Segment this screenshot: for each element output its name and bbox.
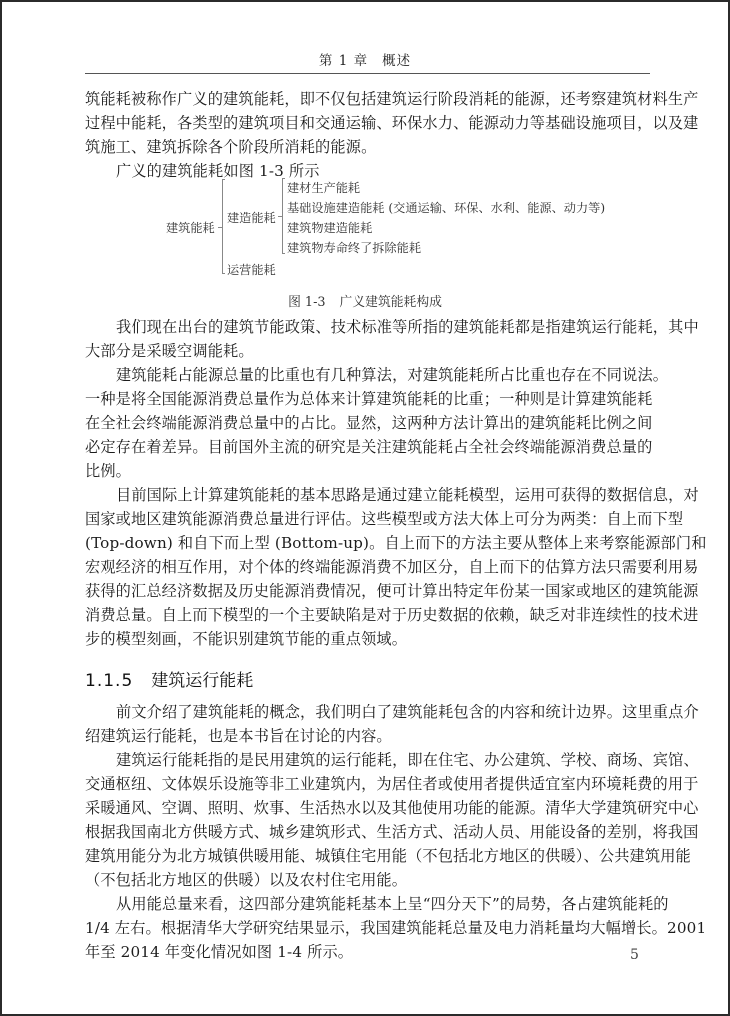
brace-root	[222, 179, 223, 274]
caption-text: 广义建筑能耗构成	[339, 295, 442, 310]
tree-branch-label: 建造能耗	[227, 211, 276, 225]
paragraph-line: (Top-down) 和自下而上型 (Bottom-up)。自上而下的方法主要从整体上来考察能源部门和	[85, 534, 707, 552]
tree-leaf-label: 建筑物寿命终了拆除能耗	[287, 241, 422, 255]
tree-leaf-label: 建筑物建造能耗	[287, 221, 373, 235]
tree-branch-label: 运营能耗	[227, 263, 276, 277]
paragraph-line: 绍建筑运行能耗，也是本书旨在讨论的内容。	[85, 727, 392, 745]
paragraph-line: 比例。	[85, 462, 132, 480]
paragraph-line: 建筑用能分为北方城镇供暖用能、城镇住宅用能（不包括北方地区的供暖）、公共建筑用能	[85, 847, 691, 865]
brace-root-tip	[218, 227, 222, 228]
brace-construction-tip	[278, 216, 282, 217]
paragraph-line: 交通枢纽、文体娱乐设施等非工业建筑内，为居住者或使用者提供适宜室内环境耗费的用于	[85, 775, 699, 793]
paragraph-line: 从用能总量来看，这四部分建筑能耗基本上呈“四分天下”的局势，各占建筑能耗的	[116, 895, 669, 913]
section-number: 1.1.5	[85, 671, 134, 691]
section-heading	[85, 666, 253, 691]
page-number: 5	[630, 947, 639, 963]
paragraph-line: 广义的建筑能耗如图 1-3 所示	[116, 162, 320, 180]
section-title: 建筑运行能耗	[151, 671, 254, 691]
paragraph-line: 筑施工、建筑拆除各个阶段所消耗的能源。	[85, 138, 377, 156]
paragraph-line: 采暖通风、空调、照明、炊事、生活热水以及其他使用功能的能源。清华大学建筑研究中心	[85, 799, 699, 817]
paragraph-line: 必定存在着差异。目前国外主流的研究是关注建筑能耗占全社会终端能源消费总量的	[85, 438, 653, 456]
paragraph-line: 前文介绍了建筑能耗的概念，我们明白了建筑能耗包含的内容和统计边界。这里重点介	[116, 703, 699, 721]
chapter-number: 第 1 章	[318, 53, 369, 69]
paragraph-line: 过程中能耗，各类型的建筑项目和交通运输、环保水力、能源动力等基础设施项目，以及建	[85, 114, 699, 132]
paragraph-line: 根据我国南北方供暖方式、城乡建筑形式、生活方式、活动人员、用能设备的差别，将我国	[85, 823, 699, 841]
tree-leaf-label: 建材生产能耗	[287, 181, 361, 195]
tree-root-label: 建筑能耗	[166, 221, 215, 235]
paragraph-line: 我们现在出台的建筑节能政策、技术标准等所指的建筑能耗都是指建筑运行能耗，其中	[116, 318, 699, 336]
caption-number: 图 1-3	[288, 295, 326, 310]
figure-caption	[2, 291, 728, 310]
paragraph-line: 步的模型刻画，不能识别建筑节能的重点领域。	[85, 630, 408, 648]
paragraph-line: 获得的汇总经济数据及历史能源消费情况，便可计算出特定年份某一国家或地区的建筑能源	[85, 582, 699, 600]
paragraph-line: 宏观经济的相互作用，对个体的终端能源消费不加区分，自上而下的估算方法只需要利用易	[85, 558, 699, 576]
paragraph-line: 1/4 左右。根据清华大学研究结果显示，我国建筑能耗总量及电力消耗量均大幅增长。2001	[85, 919, 707, 937]
paragraph-line: 一种是将全国能源消费总量作为总体来计算建筑能耗的比重；一种则是计算建筑能耗	[85, 390, 653, 408]
tree-leaf-label: 基础设施建造能耗 (交通运输、环保、水利、能源、动力等)	[287, 201, 606, 215]
chapter-title: 概述	[382, 53, 412, 69]
paragraph-line: 筑能耗被称作广义的建筑能耗，即不仅包括建筑运行阶段消耗的能源，还考察建筑材料生产	[85, 90, 699, 108]
paragraph-line: 国家或地区建筑能源消费总量进行评估。这些模型或方法大体上可分为两类：自上而下型	[85, 510, 684, 528]
running-head	[2, 49, 728, 69]
paragraph-line: 年至 2014 年变化情况如图 1-4 所示。	[85, 943, 354, 961]
paragraph-line: 大部分是采暖空调能耗。	[85, 342, 254, 360]
paragraph-line: 建筑能耗占能源总量的比重也有几种算法，对建筑能耗所占比重也存在不同说法。	[116, 366, 669, 384]
brace-construction	[282, 178, 283, 254]
paragraph-line: 在全社会终端能源消费总量中的占比。显然，这两种方法计算出的建筑能耗比例之间	[85, 414, 653, 432]
header-rule	[85, 73, 650, 74]
paragraph-line: 建筑运行能耗指的是民用建筑的运行能耗，即在住宅、办公建筑、学校、商场、宾馆、	[116, 751, 699, 769]
paragraph-line: （不包括北方地区的供暖）以及农村住宅用能。	[85, 871, 408, 889]
paragraph-line: 消费总量。自上而下模型的一个主要缺陷是对于历史数据的依赖，缺乏对非连续性的技术进	[85, 606, 699, 624]
figure-energy-tree	[165, 177, 606, 282]
paragraph-line: 目前国际上计算建筑能耗的基本思路是通过建立能耗模型，运用可获得的数据信息，对	[116, 486, 699, 504]
